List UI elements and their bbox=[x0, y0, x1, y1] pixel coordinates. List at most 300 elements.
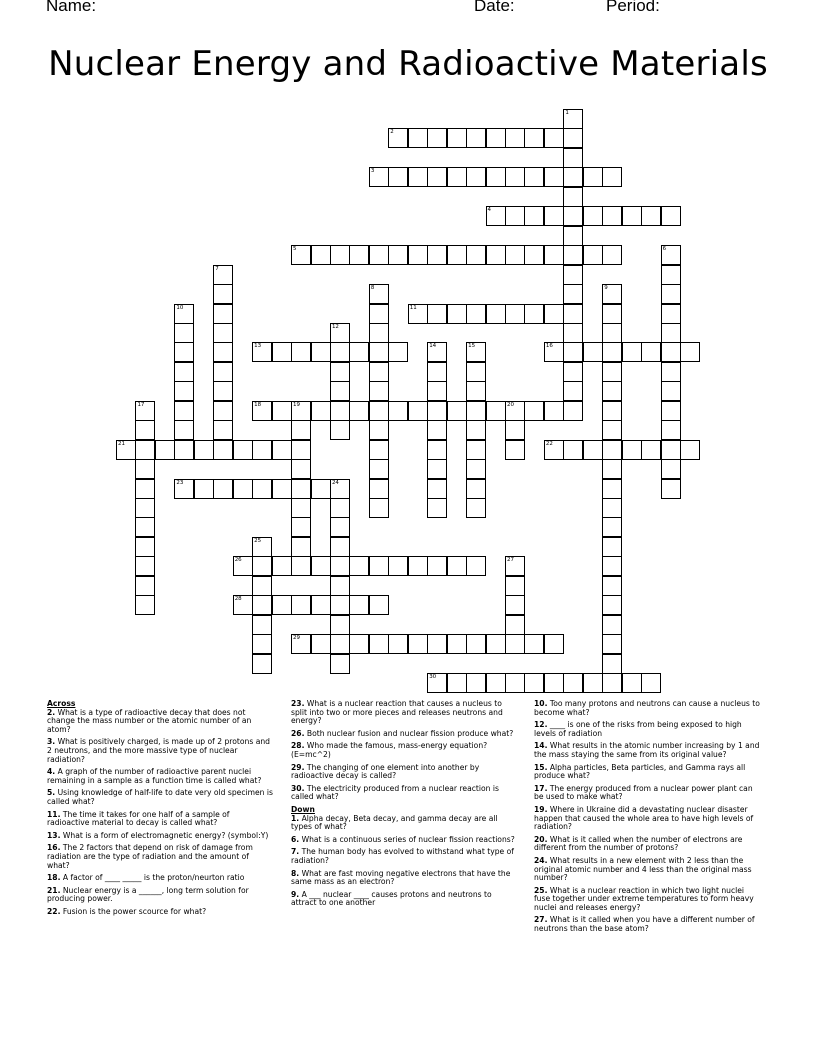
crossword-cell[interactable] bbox=[311, 401, 331, 421]
crossword-cell[interactable] bbox=[641, 440, 661, 460]
crossword-cell[interactable] bbox=[194, 440, 214, 460]
crossword-cell[interactable] bbox=[602, 615, 622, 635]
crossword-cell[interactable] bbox=[524, 206, 544, 226]
crossword-cell[interactable] bbox=[524, 304, 544, 324]
crossword-cell[interactable] bbox=[213, 304, 233, 324]
crossword-cell[interactable] bbox=[563, 148, 583, 168]
crossword-cell[interactable] bbox=[311, 556, 331, 576]
crossword-cell[interactable] bbox=[174, 342, 194, 362]
crossword-cell[interactable] bbox=[135, 517, 155, 537]
crossword-cell[interactable] bbox=[291, 420, 311, 440]
crossword-cell[interactable] bbox=[505, 304, 525, 324]
crossword-cell[interactable] bbox=[272, 342, 292, 362]
crossword-cell[interactable] bbox=[427, 459, 447, 479]
crossword-cell[interactable] bbox=[505, 206, 525, 226]
crossword-cell[interactable] bbox=[388, 401, 408, 421]
crossword-cell[interactable] bbox=[544, 401, 564, 421]
crossword-cell[interactable] bbox=[641, 673, 661, 693]
crossword-cell[interactable] bbox=[544, 206, 564, 226]
crossword-cell[interactable] bbox=[272, 556, 292, 576]
crossword-cell[interactable] bbox=[486, 304, 506, 324]
crossword-cell[interactable] bbox=[622, 440, 642, 460]
crossword-cell[interactable] bbox=[602, 323, 622, 343]
crossword-cell[interactable] bbox=[466, 167, 486, 187]
crossword-cell[interactable] bbox=[252, 576, 272, 596]
crossword-cell[interactable] bbox=[661, 323, 681, 343]
crossword-cell[interactable] bbox=[369, 401, 389, 421]
crossword-cell[interactable] bbox=[369, 362, 389, 382]
crossword-cell[interactable] bbox=[486, 401, 506, 421]
crossword-cell[interactable] bbox=[330, 517, 350, 537]
crossword-cell[interactable] bbox=[524, 401, 544, 421]
crossword-cell[interactable] bbox=[622, 673, 642, 693]
crossword-cell[interactable] bbox=[135, 440, 155, 460]
crossword-cell[interactable] bbox=[466, 401, 486, 421]
crossword-cell[interactable] bbox=[661, 381, 681, 401]
crossword-cell[interactable] bbox=[641, 206, 661, 226]
page-title: Nuclear Energy and Radioactive Materials bbox=[48, 44, 768, 84]
crossword-cell[interactable] bbox=[661, 362, 681, 382]
crossword-cell[interactable] bbox=[466, 673, 486, 693]
crossword-cell[interactable] bbox=[369, 323, 389, 343]
crossword-cell[interactable] bbox=[563, 109, 583, 129]
crossword-cell[interactable] bbox=[174, 304, 194, 324]
crossword-cell[interactable] bbox=[408, 556, 428, 576]
cell-number: 10 bbox=[176, 304, 184, 311]
crossword-cell[interactable] bbox=[583, 342, 603, 362]
crossword-cell[interactable] bbox=[563, 245, 583, 265]
crossword-cell[interactable] bbox=[388, 634, 408, 654]
crossword-cell[interactable] bbox=[291, 517, 311, 537]
crossword-cell[interactable] bbox=[486, 673, 506, 693]
crossword-cell[interactable] bbox=[427, 498, 447, 518]
crossword-cell[interactable] bbox=[252, 401, 272, 421]
crossword-cell[interactable] bbox=[486, 634, 506, 654]
crossword-cell[interactable] bbox=[505, 615, 525, 635]
crossword-cell[interactable] bbox=[369, 420, 389, 440]
crossword-cell[interactable] bbox=[252, 440, 272, 460]
clue-text: What is a continuous series of nuclear fission reactions? bbox=[299, 834, 515, 844]
crossword-cell[interactable] bbox=[622, 342, 642, 362]
crossword-cell[interactable] bbox=[427, 673, 447, 693]
crossword-cell[interactable] bbox=[174, 381, 194, 401]
crossword-cell[interactable] bbox=[661, 304, 681, 324]
crossword-cell[interactable] bbox=[233, 556, 253, 576]
crossword-cell[interactable] bbox=[369, 304, 389, 324]
crossword-cell[interactable] bbox=[174, 440, 194, 460]
crossword-cell[interactable] bbox=[233, 595, 253, 615]
crossword-cell[interactable] bbox=[252, 654, 272, 674]
crossword-cell[interactable] bbox=[252, 615, 272, 635]
crossword-cell[interactable] bbox=[661, 245, 681, 265]
crossword-cell[interactable] bbox=[466, 304, 486, 324]
crossword-cell[interactable] bbox=[330, 479, 350, 499]
crossword-cell[interactable] bbox=[583, 440, 603, 460]
crossword-cell[interactable] bbox=[369, 167, 389, 187]
crossword-cell[interactable] bbox=[583, 673, 603, 693]
crossword-cell[interactable] bbox=[330, 401, 350, 421]
crossword-cell[interactable] bbox=[505, 401, 525, 421]
crossword-cell[interactable] bbox=[369, 556, 389, 576]
crossword-cell[interactable] bbox=[563, 187, 583, 207]
crossword-cell[interactable] bbox=[602, 342, 622, 362]
crossword-cell[interactable] bbox=[602, 556, 622, 576]
crossword-cell[interactable] bbox=[252, 537, 272, 557]
crossword-cell[interactable] bbox=[680, 440, 700, 460]
crossword-cell[interactable] bbox=[505, 420, 525, 440]
crossword-cell[interactable] bbox=[427, 401, 447, 421]
crossword-cell[interactable] bbox=[466, 634, 486, 654]
crossword-cell[interactable] bbox=[563, 323, 583, 343]
crossword-cell[interactable] bbox=[563, 206, 583, 226]
crossword-cell[interactable] bbox=[408, 128, 428, 148]
crossword-cell[interactable] bbox=[291, 595, 311, 615]
crossword-cell[interactable] bbox=[369, 498, 389, 518]
crossword-cell[interactable] bbox=[252, 342, 272, 362]
clue-text: Both nuclear fusion and nuclear fission produce what? bbox=[304, 728, 514, 738]
crossword-cell[interactable] bbox=[213, 440, 233, 460]
crossword-cell[interactable] bbox=[369, 245, 389, 265]
clue-number: 4. bbox=[47, 767, 56, 777]
crossword-cell[interactable] bbox=[602, 206, 622, 226]
crossword-cell[interactable] bbox=[330, 556, 350, 576]
crossword-cell[interactable] bbox=[602, 401, 622, 421]
crossword-cell[interactable] bbox=[447, 634, 467, 654]
crossword-cell[interactable] bbox=[330, 381, 350, 401]
crossword-cell[interactable] bbox=[135, 556, 155, 576]
clue-text: What results in the atomic number increasing by 1 and the mass staying the same from its original value? bbox=[534, 741, 760, 759]
crossword-cell[interactable] bbox=[602, 304, 622, 324]
crossword-cell[interactable] bbox=[116, 440, 136, 460]
crossword-cell[interactable] bbox=[447, 245, 467, 265]
crossword-cell[interactable] bbox=[583, 206, 603, 226]
crossword-cell[interactable] bbox=[233, 479, 253, 499]
crossword-cell[interactable] bbox=[544, 634, 564, 654]
crossword-cell[interactable] bbox=[661, 440, 681, 460]
crossword-cell[interactable] bbox=[272, 595, 292, 615]
crossword-cell[interactable] bbox=[447, 556, 467, 576]
crossword-cell[interactable] bbox=[602, 634, 622, 654]
crossword-cell[interactable] bbox=[661, 284, 681, 304]
crossword-cell[interactable] bbox=[524, 167, 544, 187]
crossword-cell[interactable] bbox=[388, 245, 408, 265]
crossword-cell[interactable] bbox=[602, 498, 622, 518]
crossword-cell[interactable] bbox=[213, 420, 233, 440]
crossword-cell[interactable] bbox=[505, 673, 525, 693]
crossword-cell[interactable] bbox=[466, 245, 486, 265]
crossword-cell[interactable] bbox=[135, 459, 155, 479]
crossword-cell[interactable] bbox=[505, 595, 525, 615]
crossword-cell[interactable] bbox=[486, 128, 506, 148]
crossword-cell[interactable] bbox=[291, 459, 311, 479]
crossword-cell[interactable] bbox=[447, 128, 467, 148]
crossword-cell[interactable] bbox=[388, 128, 408, 148]
crossword-cell[interactable] bbox=[408, 634, 428, 654]
crossword-cell[interactable] bbox=[135, 420, 155, 440]
crossword-cell[interactable] bbox=[602, 654, 622, 674]
crossword-cell[interactable] bbox=[174, 420, 194, 440]
crossword-cell[interactable] bbox=[213, 401, 233, 421]
crossword-cell[interactable] bbox=[544, 342, 564, 362]
crossword-cell[interactable] bbox=[563, 265, 583, 285]
crossword-cell[interactable] bbox=[311, 634, 331, 654]
crossword-cell[interactable] bbox=[505, 556, 525, 576]
crossword-cell[interactable] bbox=[563, 284, 583, 304]
crossword-cell[interactable] bbox=[486, 245, 506, 265]
crossword-cell[interactable] bbox=[330, 342, 350, 362]
crossword-cell[interactable] bbox=[602, 537, 622, 557]
crossword-cell[interactable] bbox=[213, 323, 233, 343]
crossword-cell[interactable] bbox=[661, 342, 681, 362]
crossword-cell[interactable] bbox=[427, 362, 447, 382]
crossword-cell[interactable] bbox=[563, 401, 583, 421]
crossword-cell[interactable] bbox=[174, 323, 194, 343]
crossword-cell[interactable] bbox=[505, 245, 525, 265]
crossword-cell[interactable] bbox=[349, 556, 369, 576]
clue-number: 2. bbox=[47, 707, 56, 717]
crossword-cell[interactable] bbox=[408, 401, 428, 421]
crossword-cell[interactable] bbox=[544, 440, 564, 460]
crossword-cell[interactable] bbox=[447, 167, 467, 187]
crossword-cell[interactable] bbox=[135, 479, 155, 499]
clue-number: 30. bbox=[291, 783, 305, 793]
crossword-cell[interactable] bbox=[427, 420, 447, 440]
crossword-cell[interactable] bbox=[563, 440, 583, 460]
crossword-cell[interactable] bbox=[602, 284, 622, 304]
crossword-cell[interactable] bbox=[349, 245, 369, 265]
crossword-cell[interactable] bbox=[427, 479, 447, 499]
cell-number: 13 bbox=[254, 343, 262, 350]
crossword-cell[interactable] bbox=[330, 245, 350, 265]
cell-number: 14 bbox=[429, 343, 437, 350]
crossword-cell[interactable] bbox=[135, 498, 155, 518]
crossword-cell[interactable] bbox=[583, 245, 603, 265]
crossword-cell[interactable] bbox=[427, 556, 447, 576]
crossword-cell[interactable] bbox=[466, 362, 486, 382]
crossword-cell[interactable] bbox=[505, 634, 525, 654]
period-label: Period: bbox=[606, 0, 660, 15]
crossword-cell[interactable] bbox=[602, 420, 622, 440]
crossword-cell[interactable] bbox=[427, 245, 447, 265]
crossword-cell[interactable] bbox=[563, 362, 583, 382]
crossword-cell[interactable] bbox=[135, 537, 155, 557]
crossword-cell[interactable] bbox=[602, 595, 622, 615]
crossword-cell[interactable] bbox=[291, 479, 311, 499]
crossword-cell[interactable] bbox=[330, 595, 350, 615]
crossword-cell[interactable] bbox=[427, 167, 447, 187]
crossword-cell[interactable] bbox=[602, 459, 622, 479]
crossword-cell[interactable] bbox=[505, 440, 525, 460]
crossword-cell[interactable] bbox=[369, 440, 389, 460]
crossword-cell[interactable] bbox=[524, 673, 544, 693]
crossword-cell[interactable] bbox=[272, 479, 292, 499]
crossword-cell[interactable] bbox=[466, 498, 486, 518]
crossword-cell[interactable] bbox=[330, 634, 350, 654]
crossword-cell[interactable] bbox=[505, 576, 525, 596]
crossword-cell[interactable] bbox=[330, 323, 350, 343]
crossword-cell[interactable] bbox=[408, 167, 428, 187]
crossword-cell[interactable] bbox=[661, 401, 681, 421]
crossword-cell[interactable] bbox=[563, 381, 583, 401]
crossword-cell[interactable] bbox=[213, 342, 233, 362]
crossword-cell[interactable] bbox=[330, 498, 350, 518]
crossword-cell[interactable] bbox=[213, 265, 233, 285]
crossword-cell[interactable] bbox=[602, 479, 622, 499]
crossword-cell[interactable] bbox=[174, 479, 194, 499]
crossword-cell[interactable] bbox=[291, 440, 311, 460]
crossword-cell[interactable] bbox=[447, 304, 467, 324]
crossword-cell[interactable] bbox=[602, 440, 622, 460]
crossword-cell[interactable] bbox=[466, 342, 486, 362]
crossword-cell[interactable] bbox=[505, 167, 525, 187]
crossword-cell[interactable] bbox=[291, 634, 311, 654]
crossword-cell[interactable] bbox=[447, 401, 467, 421]
crossword-cell[interactable] bbox=[369, 595, 389, 615]
crossword-cell[interactable] bbox=[622, 206, 642, 226]
crossword-cell[interactable] bbox=[544, 128, 564, 148]
crossword-cell[interactable] bbox=[349, 634, 369, 654]
clue-item bbox=[291, 730, 517, 739]
crossword-cell[interactable] bbox=[369, 479, 389, 499]
crossword-cell[interactable] bbox=[466, 459, 486, 479]
crossword-cell[interactable] bbox=[427, 342, 447, 362]
crossword-cell[interactable] bbox=[330, 362, 350, 382]
crossword-cell[interactable] bbox=[544, 245, 564, 265]
crossword-cell[interactable] bbox=[291, 245, 311, 265]
crossword-cell[interactable] bbox=[563, 304, 583, 324]
crossword-cell[interactable] bbox=[330, 420, 350, 440]
crossword-cell[interactable] bbox=[291, 537, 311, 557]
crossword-cell[interactable] bbox=[174, 362, 194, 382]
crossword-cell[interactable] bbox=[583, 167, 603, 187]
crossword-cell[interactable] bbox=[602, 245, 622, 265]
crossword-cell[interactable] bbox=[505, 128, 525, 148]
cell-number: 27 bbox=[507, 557, 514, 564]
crossword-cell[interactable] bbox=[252, 595, 272, 615]
crossword-cell[interactable] bbox=[388, 167, 408, 187]
crossword-cell[interactable] bbox=[369, 342, 389, 362]
crossword-cell[interactable] bbox=[661, 206, 681, 226]
crossword-cell[interactable] bbox=[330, 615, 350, 635]
crossword-cell[interactable] bbox=[388, 342, 408, 362]
crossword-cell[interactable] bbox=[602, 673, 622, 693]
crossword-cell[interactable] bbox=[272, 440, 292, 460]
clue-item bbox=[47, 908, 273, 917]
crossword-cell[interactable] bbox=[291, 342, 311, 362]
crossword-cell[interactable] bbox=[486, 167, 506, 187]
crossword-cell[interactable] bbox=[544, 673, 564, 693]
crossword-cell[interactable] bbox=[135, 576, 155, 596]
crossword-cell[interactable] bbox=[349, 342, 369, 362]
crossword-cell[interactable] bbox=[311, 595, 331, 615]
crossword-cell[interactable] bbox=[272, 401, 292, 421]
crossword-cell[interactable] bbox=[388, 556, 408, 576]
crossword-cell[interactable] bbox=[213, 381, 233, 401]
crossword-cell[interactable] bbox=[661, 265, 681, 285]
crossword-cell[interactable] bbox=[427, 304, 447, 324]
crossword-cell[interactable] bbox=[408, 245, 428, 265]
crossword-cell[interactable] bbox=[194, 479, 214, 499]
crossword-cell[interactable] bbox=[330, 654, 350, 674]
crossword-cell[interactable] bbox=[369, 459, 389, 479]
crossword-cell[interactable] bbox=[466, 381, 486, 401]
crossword-cell[interactable] bbox=[661, 479, 681, 499]
crossword-cell[interactable] bbox=[174, 401, 194, 421]
crossword-cell[interactable] bbox=[155, 440, 175, 460]
crossword-cell[interactable] bbox=[466, 556, 486, 576]
crossword-cell[interactable] bbox=[661, 420, 681, 440]
crossword-cell[interactable] bbox=[563, 128, 583, 148]
crossword-cell[interactable] bbox=[524, 245, 544, 265]
crossword-cell[interactable] bbox=[427, 381, 447, 401]
crossword-cell[interactable] bbox=[427, 440, 447, 460]
crossword-cell[interactable] bbox=[291, 401, 311, 421]
crossword-cell[interactable] bbox=[544, 167, 564, 187]
crossword-cell[interactable] bbox=[349, 401, 369, 421]
crossword-cell[interactable] bbox=[524, 634, 544, 654]
crossword-cell[interactable] bbox=[369, 634, 389, 654]
crossword-cell[interactable] bbox=[602, 362, 622, 382]
crossword-cell[interactable] bbox=[213, 479, 233, 499]
crossword-cell[interactable] bbox=[233, 440, 253, 460]
crossword-cell[interactable] bbox=[311, 479, 331, 499]
crossword-cell[interactable] bbox=[349, 595, 369, 615]
crossword-cell[interactable] bbox=[486, 206, 506, 226]
crossword-cell[interactable] bbox=[291, 556, 311, 576]
crossword-cell[interactable] bbox=[680, 342, 700, 362]
crossword-cell[interactable] bbox=[252, 634, 272, 654]
crossword-cell[interactable] bbox=[427, 128, 447, 148]
crossword-cell[interactable] bbox=[466, 440, 486, 460]
crossword-cell[interactable] bbox=[408, 304, 428, 324]
down-heading: Down bbox=[291, 804, 315, 814]
crossword-cell[interactable] bbox=[135, 595, 155, 615]
crossword-cell[interactable] bbox=[252, 479, 272, 499]
crossword-cell[interactable] bbox=[330, 576, 350, 596]
crossword-cell[interactable] bbox=[330, 537, 350, 557]
crossword-cell[interactable] bbox=[641, 342, 661, 362]
crossword-cell[interactable] bbox=[466, 128, 486, 148]
crossword-cell[interactable] bbox=[563, 342, 583, 362]
crossword-cell[interactable] bbox=[291, 498, 311, 518]
crossword-cell[interactable] bbox=[252, 556, 272, 576]
crossword-cell[interactable] bbox=[466, 479, 486, 499]
crossword-cell[interactable] bbox=[135, 401, 155, 421]
crossword-cell[interactable] bbox=[544, 304, 564, 324]
crossword-cell[interactable] bbox=[427, 634, 447, 654]
cell-number: 18 bbox=[254, 401, 262, 408]
crossword-cell[interactable] bbox=[602, 167, 622, 187]
clue-item bbox=[534, 806, 760, 832]
crossword-cell[interactable] bbox=[466, 420, 486, 440]
crossword-cell[interactable] bbox=[563, 673, 583, 693]
crossword-cell[interactable] bbox=[524, 128, 544, 148]
cell-number: 8 bbox=[370, 285, 375, 292]
crossword-cell[interactable] bbox=[661, 459, 681, 479]
crossword-cell[interactable] bbox=[213, 362, 233, 382]
crossword-cell[interactable] bbox=[311, 342, 331, 362]
crossword-cell[interactable] bbox=[213, 284, 233, 304]
crossword-cell[interactable] bbox=[602, 576, 622, 596]
crossword-cell[interactable] bbox=[311, 245, 331, 265]
crossword-cell[interactable] bbox=[563, 167, 583, 187]
crossword-cell[interactable] bbox=[369, 284, 389, 304]
crossword-cell[interactable] bbox=[563, 226, 583, 246]
crossword-cell[interactable] bbox=[602, 381, 622, 401]
crossword-cell[interactable] bbox=[447, 673, 467, 693]
crossword-cell[interactable] bbox=[602, 517, 622, 537]
crossword-cell[interactable] bbox=[369, 381, 389, 401]
